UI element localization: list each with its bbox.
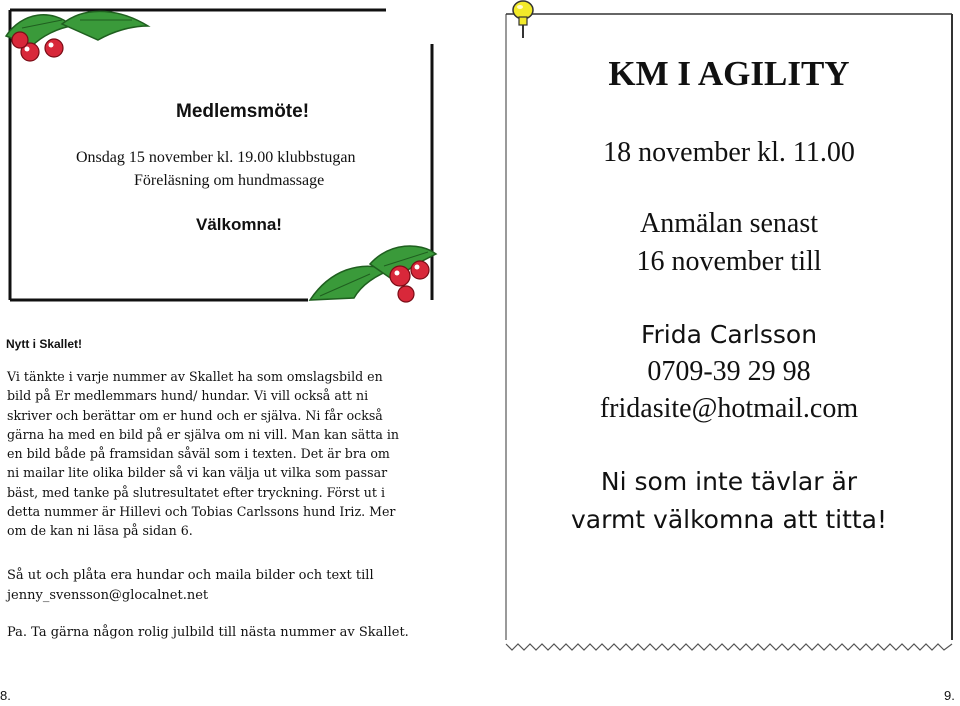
poster-title: KM I AGILITY <box>608 54 850 93</box>
news-heading: Nytt i Skallet! <box>6 337 83 351</box>
meeting-title: Medlemsmöte! <box>176 101 310 122</box>
postscript: Pa. Ta gärna någon rolig julbild till nästa nummer av Skallet. <box>7 625 409 640</box>
news-paragraph <box>7 367 447 541</box>
pushpin-icon <box>508 0 538 40</box>
holly-berries-icon <box>2 6 152 66</box>
signup-date: 16 november till <box>636 246 822 277</box>
meeting-date-line: Onsdag 15 november kl. 19.00 klubbstugan <box>76 149 356 166</box>
page-number-right: 9. <box>944 688 955 703</box>
news-line: bäst, med tanke på slutresultatet efter tryckning. Först ut i <box>7 484 386 500</box>
news-line: gärna ha med en bild på er själva om ni vill. Man kan sätta in <box>7 426 400 442</box>
meeting-topic-line: Föreläsning om hundmassage <box>134 172 325 189</box>
news-line: detta nummer är Hillevi och Tobias Carlssons hund Iriz. Mer <box>7 504 396 520</box>
meeting-welcome: Välkomna! <box>196 215 282 234</box>
signup-deadline: Anmälan senast <box>639 208 819 239</box>
send-in-line: Så ut och plåta era hundar och maila bilder och text till <box>7 568 374 583</box>
event-date: 18 november kl. 11.00 <box>603 137 855 168</box>
news-line: om de kan ni läsa på sidan 6. <box>7 523 193 539</box>
contact-email: fridasite@hotmail.com <box>599 393 859 424</box>
contact-phone: 0709-39 29 98 <box>647 356 811 387</box>
page-number-left: 8. <box>0 688 11 703</box>
contact-name: Frida Carlsson <box>640 320 818 349</box>
holly-berries-icon <box>300 240 440 310</box>
news-line: ni mailar lite olika bilder så vi kan välja ut vilka som passar <box>7 465 388 481</box>
send-in-text <box>7 566 374 606</box>
news-line: skriver och berättar om er hund och er själva. Ni får också <box>7 407 383 423</box>
invite-line: Ni som inte tävlar är <box>600 467 858 496</box>
invite-line: varmt välkomna att titta! <box>570 505 888 534</box>
send-in-email: jenny_svensson@glocalnet.net <box>7 588 209 603</box>
news-line: bild på Er medlemmars hund/ hundar. Vi vill också att ni <box>7 388 369 404</box>
news-line: Vi tänkte i varje nummer av Skallet ha som omslagsbild en <box>7 369 383 384</box>
news-line: en bild både på framsidan såväl som i texten. Det är bra om <box>7 446 390 462</box>
